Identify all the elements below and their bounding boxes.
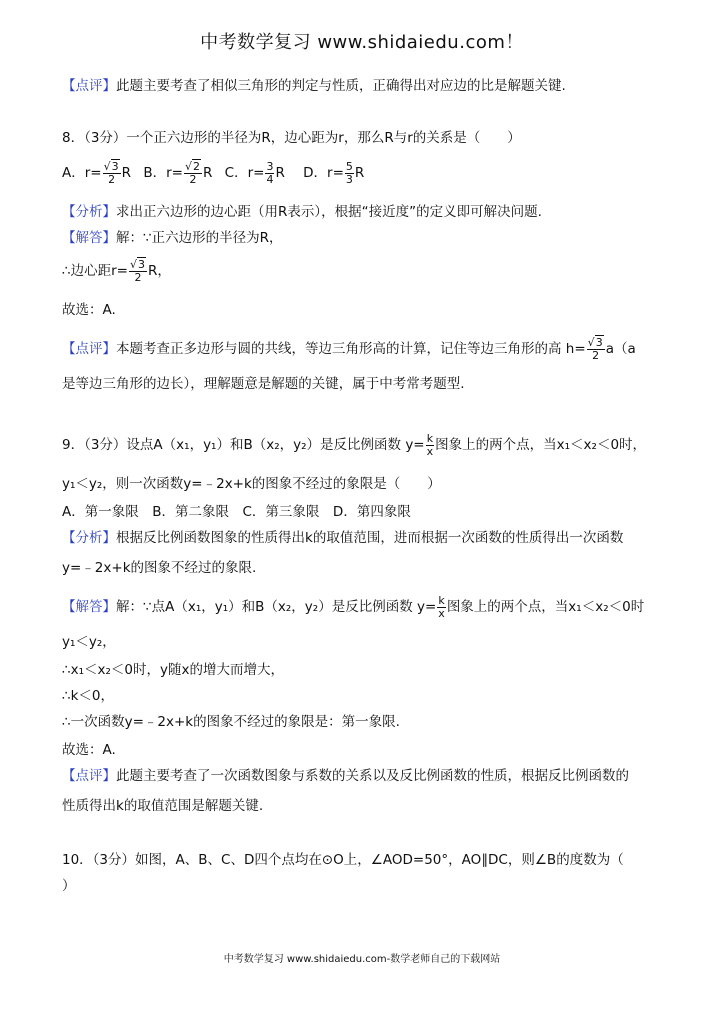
analysis-text: 求出正六边形的边心距（用R表示），根据“接近度”的定义即可解决问题. xyxy=(116,204,542,220)
fraction xyxy=(426,433,435,458)
numerator: k xyxy=(438,593,445,607)
answer-text: 解：∵点A（x₁，y₁）和B（x₂，y₂）是反比例函数 y= xyxy=(116,599,437,615)
q8-answer-line-1 xyxy=(62,228,282,248)
denominator: 2 xyxy=(134,270,142,284)
answer-tag: 【解答】 xyxy=(62,230,116,246)
q9-answer-line-4: ∴k＜0， xyxy=(62,688,114,704)
q9-analysis-line-2: y=﹣2x+k的图象不经过的象限. xyxy=(62,560,257,576)
q8-answer-line-2 xyxy=(62,256,171,286)
q9-answer-line-2: y₁＜y₂， xyxy=(62,634,116,650)
option-label: D．r= xyxy=(303,165,344,181)
denominator: 2 xyxy=(108,172,116,186)
analysis-text: 根据反比例函数图象的性质得出k的取值范围，进而根据一次函数的性质得出一次函数 xyxy=(116,530,624,546)
answer-text: R， xyxy=(147,263,171,279)
option-label: C．r= xyxy=(224,165,265,181)
answer-tag: 【解答】 xyxy=(62,599,116,615)
comment-text: 此题主要考查了相似三角形的判定与性质，正确得出对应边的比是解题关键. xyxy=(116,78,566,94)
q9-choice: 故选：A. xyxy=(62,742,116,758)
numerator: 5 xyxy=(345,159,353,173)
q9-analysis-line-1 xyxy=(62,528,623,548)
answer-text: 解：∵正六边形的半径为R， xyxy=(116,230,283,246)
q8-comment-line-2: 是等边三角形的边长），理解题意是解题的关键，属于中考常考题型. xyxy=(62,376,465,392)
q9-comment-line-2: 性质得出k的取值范围是解题关键. xyxy=(62,798,264,814)
fraction: $\frac{√3}{2}$ xyxy=(587,335,603,362)
fraction xyxy=(265,161,274,186)
q9-answer-line-5: ∴一次函数y=﹣2x+k的图象不经过的象限是：第一象限. xyxy=(62,714,400,730)
comment-tag: 【点评】 xyxy=(62,768,116,784)
q8-stem: 8．（3分）一个正六边形的半径为R，边心距为r，那么R与r的关系是（ ） xyxy=(62,130,521,146)
denominator: 2 xyxy=(189,172,197,186)
answer-text: 图象上的两个点，当x₁＜x₂＜0时 xyxy=(446,599,645,615)
option-suffix: R xyxy=(202,165,213,181)
denominator: x xyxy=(438,606,445,620)
numerator: 3 xyxy=(111,159,119,173)
q8-option-a xyxy=(62,159,135,186)
q9-answer-line-1 xyxy=(62,592,644,622)
numerator: k xyxy=(426,431,434,445)
q10-stem-line-2: ） xyxy=(62,878,76,894)
numerator: 3 xyxy=(137,257,145,271)
q9-stem-line-1 xyxy=(62,430,646,460)
analysis-tag: 【分析】 xyxy=(62,530,116,546)
analysis-tag: 【分析】 xyxy=(62,204,116,220)
page-footer: 中考数学复习 www.shidaiedu.com-数学老师自己的下载网站 xyxy=(223,954,501,965)
q8-choice: 故选：A. xyxy=(62,302,116,318)
denominator: 4 xyxy=(266,172,274,186)
answer-text: ∴边心距r= xyxy=(62,263,128,279)
comment-text: a（a xyxy=(605,341,636,357)
q9-options: A．第一象限 B．第二象限 C．第三象限 D．第四象限 xyxy=(62,504,411,520)
q9-answer-line-3: ∴x₁＜x₂＜0时，y随x的增大而增大， xyxy=(62,662,284,678)
fraction: $\frac{√2}{2}$ xyxy=(184,159,200,186)
denominator: 2 xyxy=(592,348,600,362)
stem-text: 9．（3分）设点A（x₁，y₁）和B（x₂，y₂）是反比例函数 y= xyxy=(62,437,425,453)
fraction: $\frac{√3}{2}$ xyxy=(103,159,119,186)
comment-tag: 【点评】 xyxy=(62,341,116,357)
fraction: $\frac{√3}{2}$ xyxy=(129,257,145,284)
option-label: B．r= xyxy=(143,165,183,181)
q9-stem-line-2: y₁＜y₂，则一次函数y=﹣2x+k的图象不经过的象限是（ ） xyxy=(62,476,441,492)
prev-comment xyxy=(62,76,566,96)
option-suffix: R xyxy=(354,165,365,181)
q8-comment-line-1 xyxy=(62,334,636,364)
denominator: x xyxy=(426,444,434,458)
comment-text: 本题考查正多边形与圆的共线，等边三角形高的计算，记住等边三角形的高 h= xyxy=(116,341,586,357)
numerator: 3 xyxy=(595,335,603,349)
q8-option-b xyxy=(143,159,216,186)
q8-options xyxy=(62,158,364,188)
q10-stem-line-1: 10．（3分）如图，A、B、C、D四个点均在⊙O上，∠AOD=50°，AO∥DC，则∠B的度数为（ xyxy=(62,852,624,868)
option-suffix: R xyxy=(121,165,132,181)
fraction xyxy=(437,595,446,620)
q8-analysis xyxy=(62,202,542,222)
page-header: 中考数学复习 www.shidaiedu.com！ xyxy=(200,32,524,53)
numerator: 2 xyxy=(192,159,200,173)
comment-tag: 【点评】 xyxy=(62,78,116,94)
option-suffix: R xyxy=(275,165,285,181)
q9-comment-line-1 xyxy=(62,766,629,786)
fraction xyxy=(345,161,354,186)
q8-option-c xyxy=(224,159,289,186)
q8-option-d xyxy=(303,159,365,186)
comment-text: 此题主要考查了一次函数图象与系数的关系以及反比例函数的性质，根据反比例函数的 xyxy=(116,768,629,784)
stem-text: 图象上的两个点，当x₁＜x₂＜0时， xyxy=(435,437,647,453)
numerator: 3 xyxy=(266,159,274,173)
denominator: 3 xyxy=(345,172,353,186)
option-label: A．r= xyxy=(62,165,102,181)
